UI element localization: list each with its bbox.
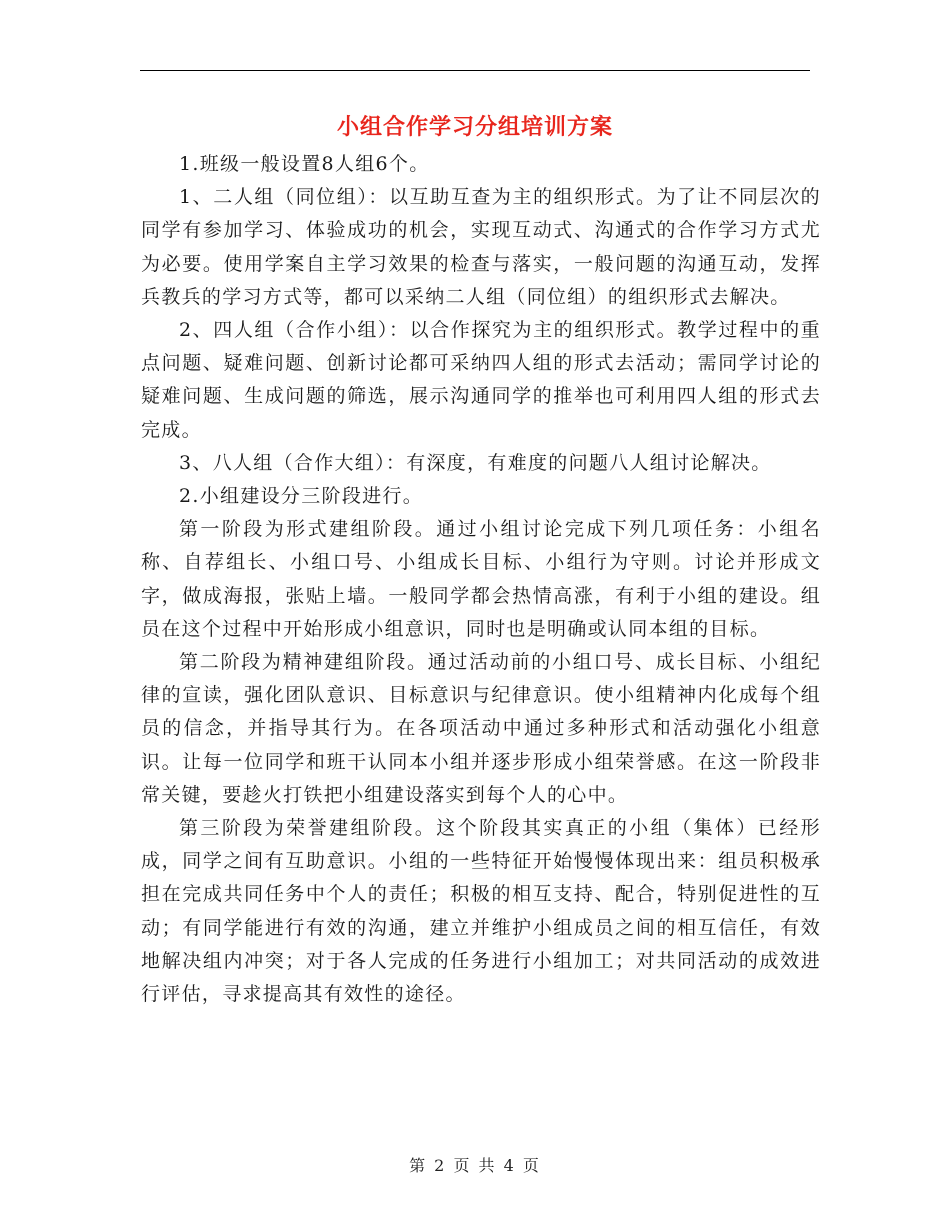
paragraph-stage-two: 第二阶段为精神建组阶段。通过活动前的小组口号、成长目标、小组纪律的宣读，强化团队意识、目标意识与纪律意识。使小组精神内化成每个组员的信念，并指导其行为。在各项活动中通过多种形式和活动强化小组意识。让每一位同学和班干认同本小组并逐步形成小组荣誉感。在这一阶段非常关键，要趁火打铁把小组建设落实到每个人的心中。 [141, 651, 821, 806]
paragraph-eight-person-group: 3、八人组（合作大组）：有深度，有难度的问题八人组讨论解决。 [179, 451, 772, 474]
document-title: 小组合作学习分组培训方案 [336, 114, 613, 140]
paragraph-three-stages: 2.小组建设分三阶段进行。 [179, 485, 424, 508]
paragraph-stage-three: 第三阶段为荣誉建组阶段。这个阶段其实真正的小组（集体）已经形成，同学之间有互助意识。小组的一些特征开始慢慢体现出来：组员积极承担在完成共同任务中个人的责任；积极的相互支持、配合，特别促进性的互动；有同学能进行有效的沟通，建立并维护小组成员之间的相互信任，有效地解决组内冲突；对于各人完成的任务进行小组加工；对共同活动的成效进行评估，寻求提高其有效性的途径。 [141, 817, 821, 1006]
paragraph-two-person-group: 1、二人组（同位组）：以互助互查为主的组织形式。为了让不同层次的同学有参加学习、体验成功的机会，实现互动式、沟通式的合作学习方式尤为必要。使用学案自主学习效果的检查与落实，一般问题的沟通互动，发挥兵教兵的学习方式等，都可以采纳二人组（同位组）的组织形式去解决。 [141, 186, 821, 308]
document-body [141, 148, 821, 1011]
paragraph-four-person-group: 2、四人组（合作小组）：以合作探究为主的组织形式。教学过程中的重点问题、疑难问题、创新讨论都可采纳四人组的形式去活动；需同学讨论的疑难问题、生成问题的筛选，展示沟通同学的推举也可利用四人组的形式去完成。 [141, 319, 821, 441]
paragraph-group-count: 1.班级一般设置8人组6个。 [179, 153, 430, 175]
page-number-footer: 第 2 页 共 4 页 [409, 1156, 541, 1175]
paragraph-stage-one: 第一阶段为形式建组阶段。通过小组讨论完成下列几项任务：小组名称、自荐组长、小组口号、小组成长目标、小组行为守则。讨论并形成文字，做成海报，张贴上墙。一般同学都会热情高涨，有利于小组的建设。组员在这个过程中开始形成小组意识，同时也是明确或认同本组的目标。 [141, 518, 821, 640]
header-rule [140, 70, 810, 71]
